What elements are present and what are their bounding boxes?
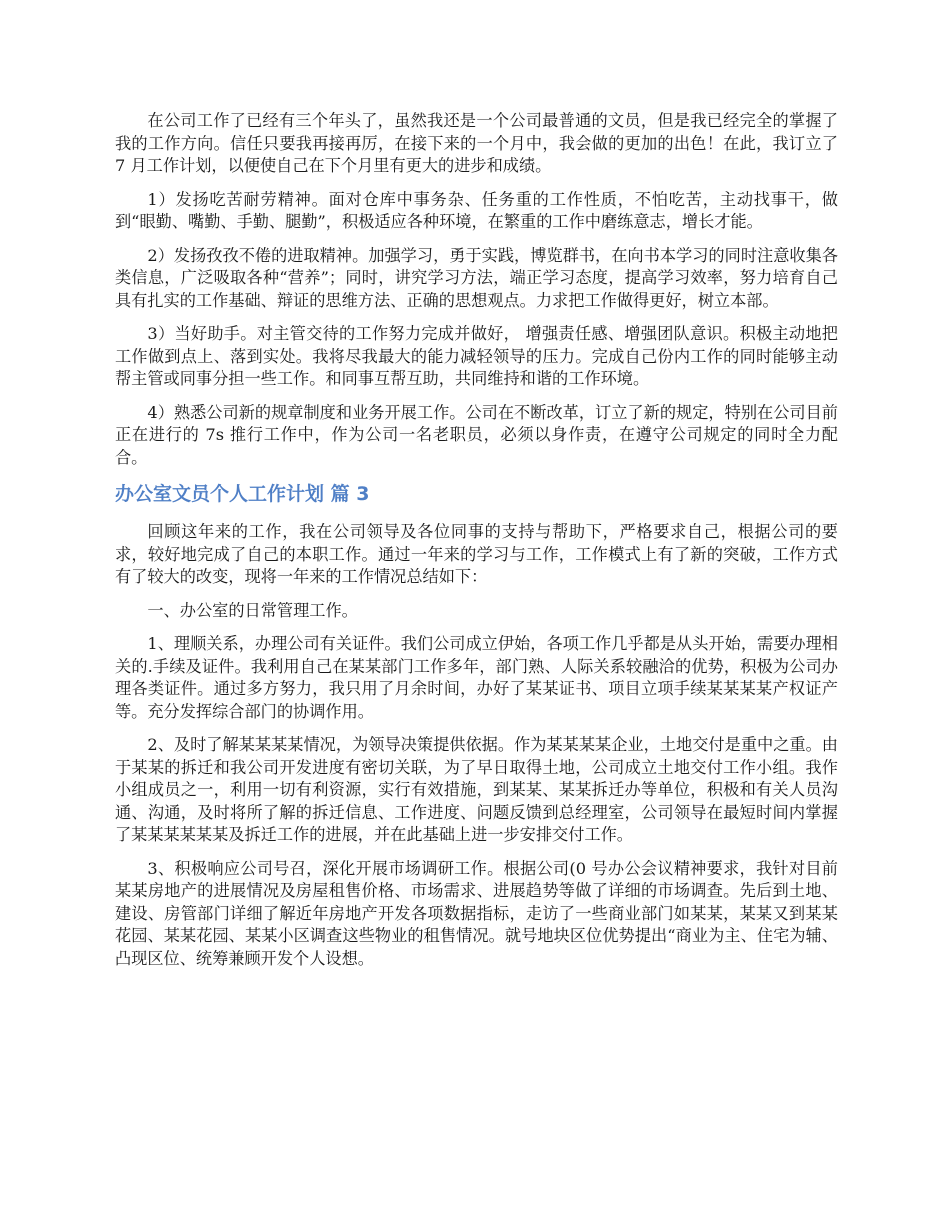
plan-item-2-paragraph: 2）发扬孜孜不倦的进取精神。加强学习，勇于实践，博览群书，在向书本学习的同时注意收集各类信息，广泛吸取各种“营养”；同时，讲究学习方法，端正学习态度，提高学习效率，努力培育自己具有扎实的工作基础、辩证的思维方法、正确的思想观点。力求把工作做得更好，树立本部。 (115, 245, 838, 310)
intro-paragraph: 在公司工作了已经有三个年头了，虽然我还是一个公司最普通的文员，但是我已经完全的掌握了我的工作方向。信任只要我再接再厉，在接下来的一个月中，我会做的更加的出色！在此，我订立了 7 月工作计划，以便使自己在下个月里有更大的进步和成绩。 (115, 111, 838, 175)
plan-item-1-paragraph: 1）发扬吃苦耐劳精神。面对仓库中事务杂、任务重的工作性质，不怕吃苦，主动找事干，做到“眼勤、嘴勤、手勤、腿勤”，积极适应各种环境，在繁重的工作中磨练意志，增长才能。 (115, 189, 838, 231)
section-heading: 办公室文员个人工作计划 篇 3 (115, 483, 370, 505)
work-item-2-paragraph: 2、及时了解某某某某情况，为领导决策提供依据。作为某某某某企业，土地交付是重中之重。由于某某的拆迁和我公司开发进度有密切关联，为了早日取得土地，公司成立土地交付工作小组。我作小组成员之一，利用一切有利资源，实行有效措施，到某某、某某拆迁办等单位，积极和有关人员沟通、沟通，及时将所了解的拆迁信息、工作进度、问题反馈到总经理室，公司领导在最短时间内掌握了某某某某某某及拆迁工作的进展，并在此基础上进一步安排交付工作。 (115, 735, 838, 844)
plan-item-3-paragraph: 3）当好助手。对主管交待的工作努力完成并做好， 增强责任感、增强团队意识。积极主动地把工作做到点上、落到实处。我将尽我最大的能力减轻领导的压力。完成自己份内工作的同时能够主动帮主管或同事分担一些工作。和同事互帮互助，共同维持和谐的工作环境。 (115, 324, 838, 388)
review-intro-paragraph: 回顾这年来的工作，我在公司领导及各位同事的支持与帮助下，严格要求自己，根据公司的要求，较好地完成了自己的本职工作。通过一年来的学习与工作，工作模式上有了新的突破，工作方式有了较大的改变，现将一年来的工作情况总结如下： (115, 522, 838, 586)
work-item-3-paragraph: 3、积极响应公司号召，深化开展市场调研工作。根据公司(0 号办公会议精神要求，我针对目前某某房地产的进展情况及房屋租售价格、市场需求、进展趋势等做了详细的市场调查。先后到土地、建设、房管部门详细了解近年房地产开发各项数据指标，走访了一些商业部门如某某，某某又到某某花园、某某花园、某某小区调查这些物业的租售情况。就号地块区位优势提出“商业为主、住宅为辅、凸现区位、统筹兼顾开发个人设想。 (115, 858, 838, 968)
work-item-1-paragraph: 1、理顺关系，办理公司有关证件。我们公司成立伊始，各项工作几乎都是从头开始，需要办理相关的.手续及证件。我利用自己在某某部门工作多年，部门熟、人际关系较融洽的优势，积极为公司办理各类证件。通过多方努力，我只用了月余时间，办好了某某证书、项目立项手续某某某某产权证产等。充分发挥综合部门的协调作用。 (115, 634, 838, 721)
section-one-title: 一、办公室的日常管理工作。 (147, 600, 358, 620)
plan-item-4-paragraph: 4）熟悉公司新的规章制度和业务开展工作。公司在不断改革，订立了新的规定，特别在公司目前正在进行的 7s 推行工作中，作为公司一名老职员，必须以身作责，在遵守公司规定的同时全力配合。 (115, 402, 838, 467)
